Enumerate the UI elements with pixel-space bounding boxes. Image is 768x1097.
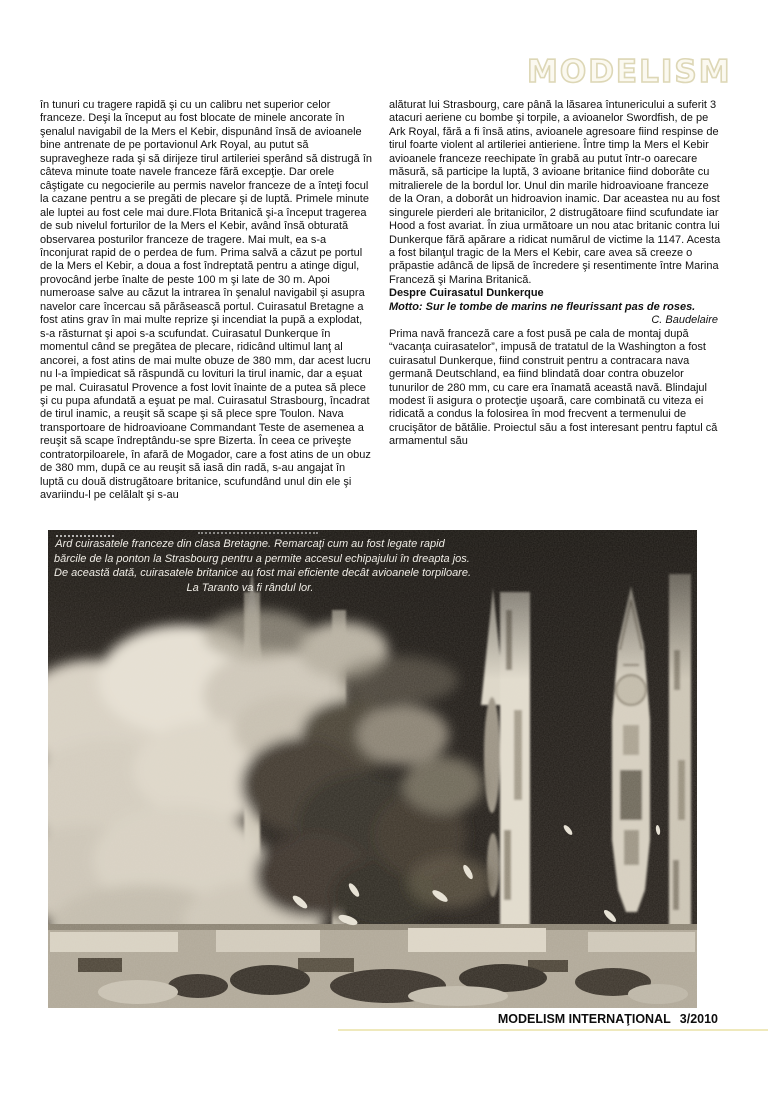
footer-journal-title: MODELISM INTERNAŢIONAL bbox=[497, 1012, 671, 1026]
page-footer bbox=[338, 1012, 768, 1031]
article-paragraph-left: în tunuri cu tragere rapidă şi cu un calibru net superior celor franceze. Deşi la început au fost blocate de minele ancorate în şenalul navigabil de la Mers el Kebir, dispunând însă de avioanele bine antrenate de pe portavionul Ark Royal, au putut să supravegheze rada şi să dirijeze tirul artileriei sperând să distrugă în câteva minute toate navele franceze fără excepţie. Dar orele câştigate cu negocierile au permis navelor franceze de a înteţi focul la cazane pentru a se pregăti de plecare şi de luptă. Primele minute ale luptei au fost cele mai dure.Flota Britanică şi-a început tragerea de sub nivelul forturilor de la Mers el Kebir, având însă obturată observarea posturilor franceze de tragere. Mai mult, ea s-a înconjurat rapid de o perdea de fum. Prima salvă a căzut pe portul de la Mers el Kebir, a doua a fost îndreptată pentru a atinge digul, provocând jerbe înalte de peste 100 m şi late de 30 m. Apoi numeroase salve au căzut la intrarea în şenalul navigabil şi asupra navelor care încercau să părăsească portul. Cuirasatul Bretagne a fost atins grav în mai multe reprize şi incendiat la pupă a explodat, s-a răsturnat şi apoi s-a scufundat. Cuirasatul Dunkerque în momentul când se pregătea de plecare, ridicând ultimul lanţ al ancorei, a fost atins de mai multe obuze de 380 mm, dar acest lucru nu l-a împiedicat să răspundă cu lovituri la tirul inamic, dar a eşuat pe mal. Cuirasatul Provence a fost lovit înainte de a putea să plece şi cu pupa afundată a eşuat pe mal. Cuirasatul Strasbourg, încadrat de tirul inamic, a reuşit să scape şi să plece spre Toulon. Nava transportoare de hidroavioane Commandant Teste de asemenea a reuşit să scape îndreptându-se spre Bizerta. În ceea ce priveşte contratorpiloarele, în afară de Mogador, care a fost atins de un obuz de 380 mm, după ce au reuşit să iasă din radă, s-au angajat în luptă cu două distrugătoare britanice, scufundând unul din ele şi avariindu-l pe celălalt şi s-au bbox=[40, 99, 373, 502]
article-column-right bbox=[389, 99, 722, 449]
motto-line: Motto: Sur le tombe de marins ne fleurissant pas de roses. bbox=[389, 300, 696, 313]
photo-caption-line: Ard cuirasatele franceze din clasa Bretagne. Remarcaţi cum au fost legate rapid bbox=[55, 538, 445, 550]
article-paragraph-right-1: alăturat lui Strasbourg, care până la lăsarea întunericului a suferit 3 atacuri aeriene cu bombe şi torpile, a avioanelor Swordfish, de pe Ark Royal, fără a fi însă atins, avioanele agresoare fiind respinse de tirul foarte violent al artileriei antieriene. Între timp la Mers el Kebir avioanele franceze reechipate în grabă au putut într-o oarecare măsură, să participe la luptă, 3 avioane britanice fiind doborâte cu mitralierele de la bordul lor. Unul din marile hidroavioane franceze de la Oran, a doborât un hidroavion inamic. Dar aceastea nu au fost singurele pierderi ale britanicilor, 2 distrugătoare fiind scufundate iar Hood a fost avariat. În ziua următoare un nou atac britanic contra lui Dunkerque fără apărare a ridicat numărul de victime la 1147. Acesta a fost bilanţul tragic de la Mers el Kebir, care avea să creeze o prăpastie adâncă de lipsă de încredere şi resentimente între Marina Franceză şi Marina Britanică. bbox=[389, 99, 721, 286]
article-paragraph-right-2: Prima navă franceză care a fost pusă pe cala de montaj după “vacanţa cuirasatelor”, impusă de tratatul de la Washington a fost cuirasatul Dunkerque, fiind construit pentru a contracara nava germană Deutschland, ea fiind blindată doar contra obuzelor tunurilor de 280 mm, cu care era înamată această navă. Blindajul modest îi asigura o protecţie uşoară, care combinată cu viteza ei ridicată a condus la folosirea în mod frecvent a termenului de crucişător de bătălie. Proiectul său a fost interesant pentru faptul că armamentul său bbox=[389, 327, 718, 448]
photo-caption-line: bărcile de la ponton la Strasbourg pentru a permite accesul echipajului în dreapta jos. bbox=[54, 552, 470, 565]
photo-caption-line: La Taranto va fi rândul lor. bbox=[186, 581, 314, 594]
photo-caption bbox=[54, 537, 472, 595]
article-column-left bbox=[40, 99, 372, 503]
photo-caption-line: De această dată, cuirasatele britanice au fost mai eficiente decât avioanele torpiloare. bbox=[54, 567, 472, 580]
section-heading: Despre Cuirasatul Dunkerque bbox=[389, 287, 544, 300]
film-speck-artifact bbox=[198, 532, 318, 534]
motto-author: C. Baudelaire bbox=[651, 314, 718, 327]
magazine-logo: MODELISM bbox=[527, 54, 732, 90]
footer-issue-number: 3/2010 bbox=[679, 1012, 718, 1026]
harbor-photo-illustration bbox=[48, 530, 697, 1008]
film-grain bbox=[48, 530, 697, 1008]
harbor-photo bbox=[48, 530, 697, 1008]
